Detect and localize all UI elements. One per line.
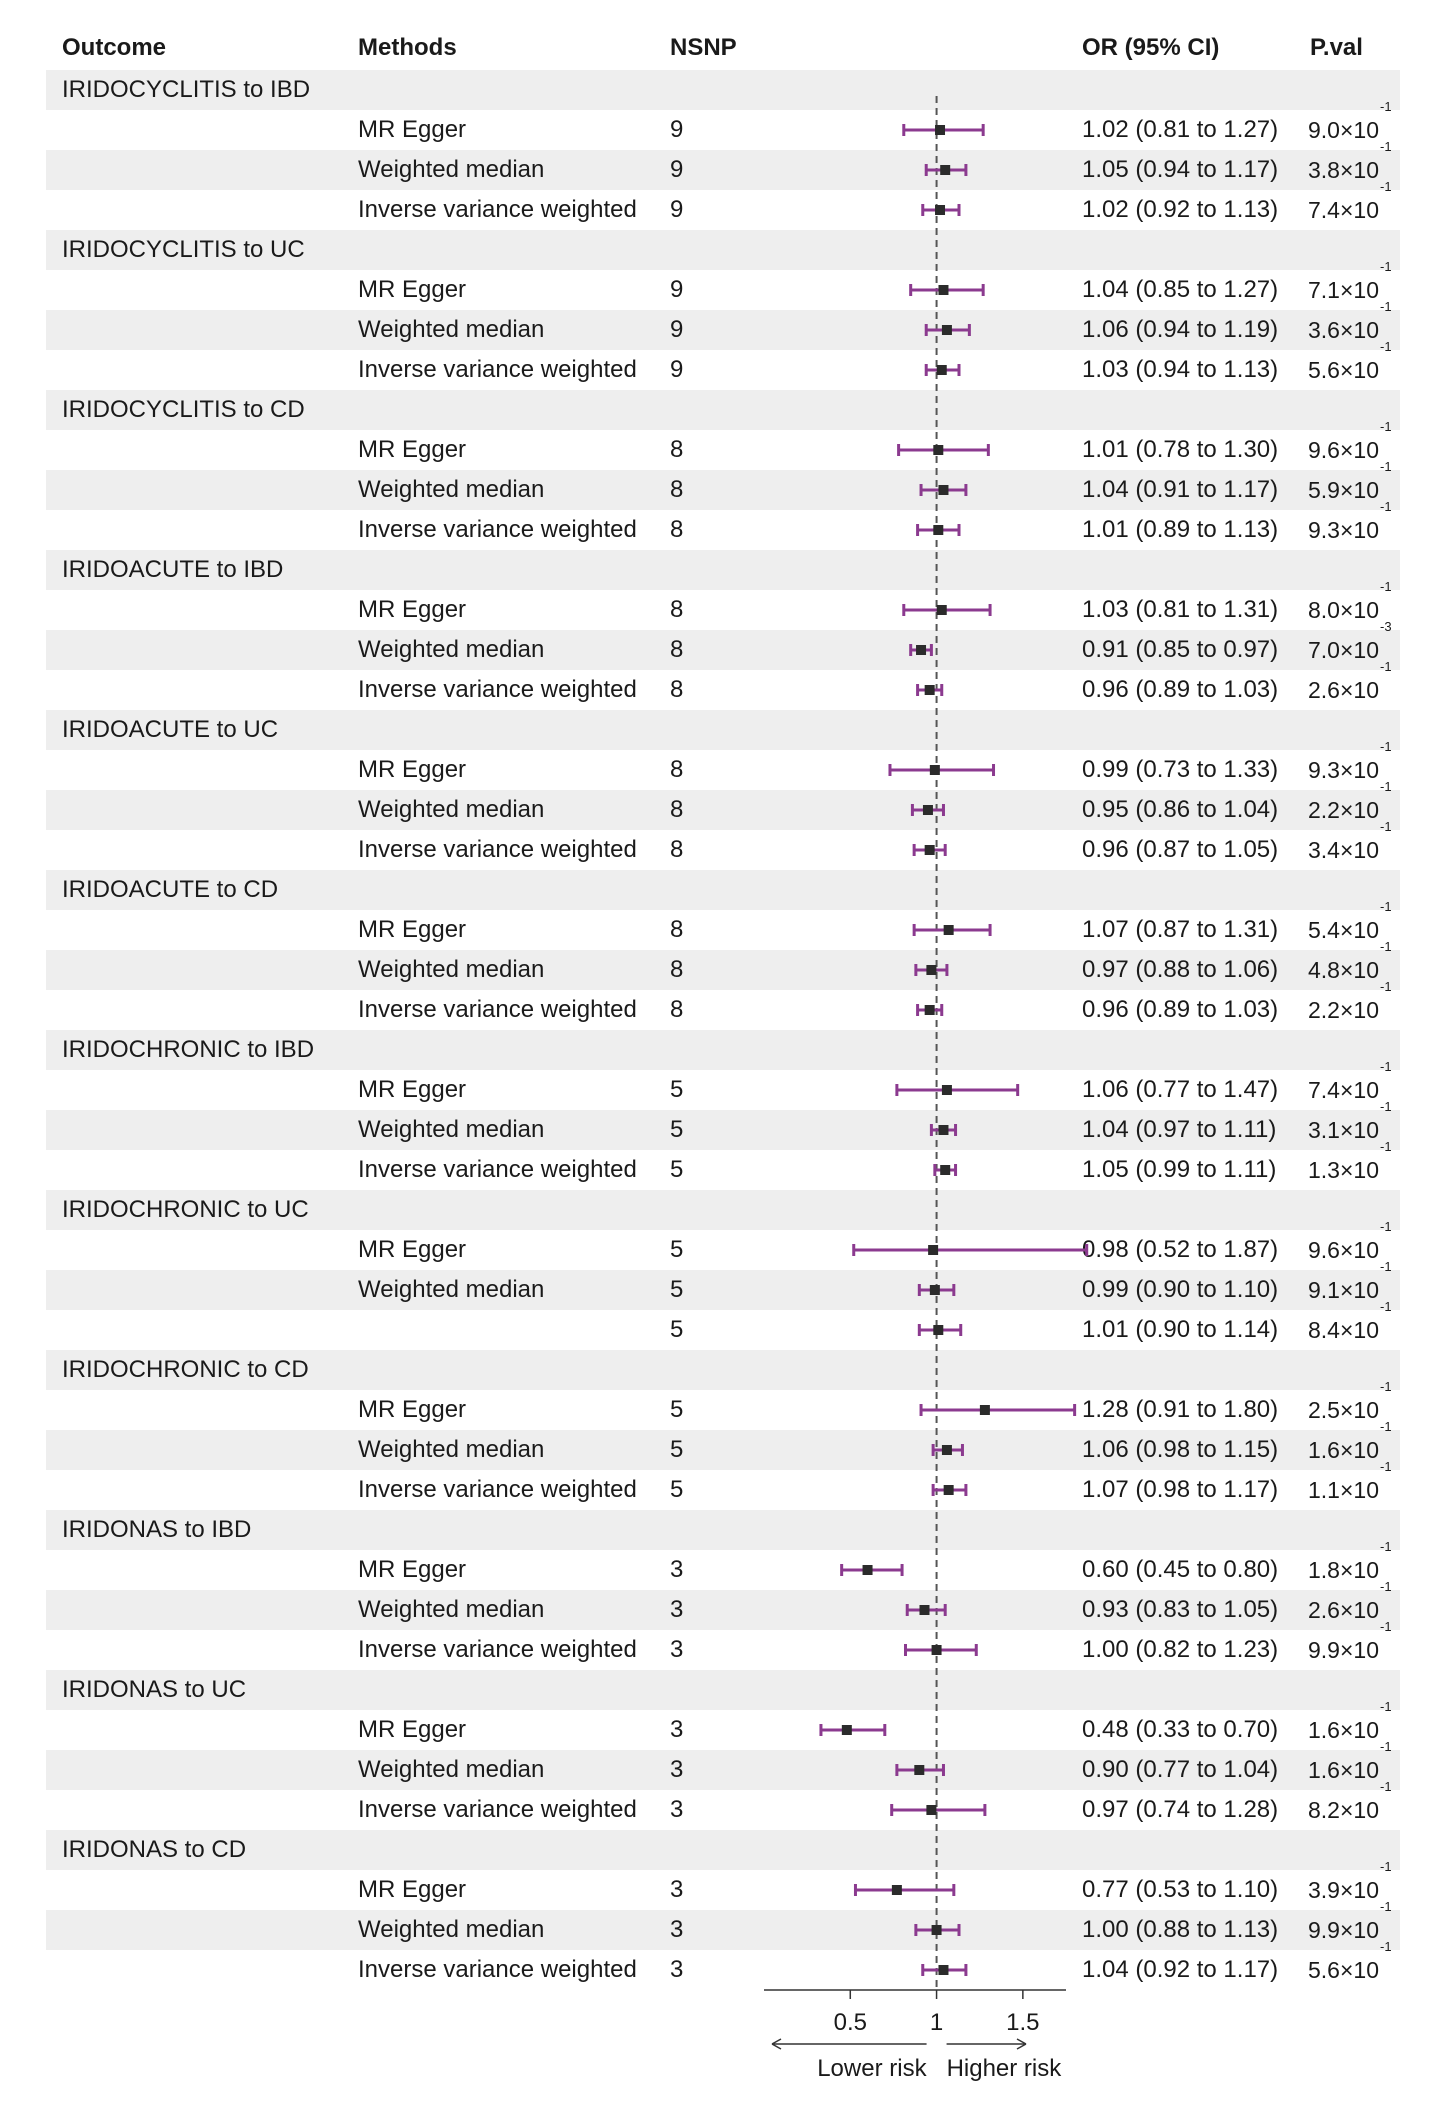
p-value-mantissa: 9.0×10	[1308, 117, 1379, 143]
table-row	[46, 1459, 1400, 1510]
or-ci-value: 1.05 (0.99 to 1.11)	[1082, 1156, 1277, 1183]
table-row	[46, 99, 1400, 150]
or-ci-value: 1.06 (0.94 to 1.19)	[1082, 316, 1279, 343]
method-label: Weighted median	[358, 476, 545, 503]
method-label: Weighted median	[358, 636, 545, 663]
table-row	[46, 1539, 1400, 1590]
p-value-mantissa: 8.2×10	[1308, 1797, 1379, 1823]
table-row	[46, 139, 1400, 190]
p-value	[1308, 1779, 1392, 1830]
p-value-mantissa: 7.0×10	[1308, 637, 1379, 663]
x-tick-label: 1.5	[1006, 2009, 1040, 2036]
method-label: MR Egger	[358, 756, 467, 783]
method-label: Inverse variance weighted	[358, 356, 637, 383]
p-value-exponent: -1	[1380, 1379, 1392, 1394]
p-value-mantissa: 9.9×10	[1308, 1637, 1379, 1663]
or-ci-value: 1.00 (0.82 to 1.23)	[1082, 1636, 1279, 1663]
nsnp-value: 5	[670, 1116, 684, 1143]
p-value-mantissa: 1.3×10	[1308, 1157, 1379, 1183]
p-value-exponent: -1	[1380, 899, 1392, 914]
p-value-mantissa: 3.4×10	[1308, 837, 1379, 863]
method-label: Weighted median	[358, 156, 545, 183]
table-row	[46, 1139, 1400, 1190]
table-row	[46, 459, 1400, 510]
p-value-mantissa: 5.9×10	[1308, 477, 1379, 503]
lower-risk-arrowhead	[772, 2039, 781, 2049]
outcome-label: IRIDONAS to CD	[62, 1836, 247, 1863]
method-label: MR Egger	[358, 916, 467, 943]
outcome-group-row	[46, 1670, 1400, 1710]
nsnp-value: 8	[670, 756, 684, 783]
table-row	[46, 1739, 1400, 1790]
p-value	[1308, 1299, 1392, 1350]
p-value-mantissa: 7.1×10	[1308, 277, 1379, 303]
or-ci-value: 1.04 (0.92 to 1.17)	[1082, 1956, 1279, 1983]
nsnp-value: 5	[670, 1276, 684, 1303]
or-ci-value: 0.98 (0.52 to 1.87)	[1082, 1236, 1279, 1263]
table-row	[46, 939, 1400, 990]
nsnp-value: 8	[670, 956, 684, 983]
outcome-group-row	[46, 1830, 1400, 1870]
table-row	[46, 979, 1400, 1030]
method-label: MR Egger	[358, 436, 467, 463]
table-row	[46, 1939, 1400, 1990]
p-value-mantissa: 9.3×10	[1308, 517, 1379, 543]
p-value-mantissa: 9.1×10	[1308, 1277, 1379, 1303]
p-value-mantissa: 1.6×10	[1308, 1437, 1379, 1463]
outcome-label: IRIDONAS to IBD	[62, 1516, 252, 1543]
method-label: Weighted median	[358, 1276, 545, 1303]
method-label: MR Egger	[358, 1076, 467, 1103]
nsnp-value: 8	[670, 836, 684, 863]
p-value	[1308, 499, 1392, 550]
nsnp-value: 9	[670, 316, 684, 343]
table-row	[46, 179, 1400, 230]
p-value-exponent: -1	[1380, 1459, 1392, 1474]
table-row	[46, 579, 1400, 630]
p-value	[1308, 1939, 1392, 1990]
or-ci-value: 1.06 (0.98 to 1.15)	[1082, 1436, 1279, 1463]
methods-header: Methods	[358, 34, 457, 61]
or-ci-value: 0.96 (0.89 to 1.03)	[1082, 676, 1279, 703]
p-value-exponent: -1	[1380, 259, 1392, 274]
nsnp-value: 3	[670, 1956, 684, 1983]
table-header	[0, 0, 1441, 70]
method-label: Inverse variance weighted	[358, 1956, 637, 1983]
p-value	[1308, 1139, 1392, 1190]
table-row	[46, 419, 1400, 470]
table-row	[46, 779, 1400, 830]
p-value-exponent: -1	[1380, 739, 1392, 754]
p-value-exponent: -1	[1380, 1099, 1392, 1114]
p-value-mantissa: 3.1×10	[1308, 1117, 1379, 1143]
outcome-group-row	[46, 1190, 1400, 1230]
method-label: Weighted median	[358, 956, 545, 983]
method-label: Inverse variance weighted	[358, 996, 637, 1023]
pval-header: P.val	[1310, 34, 1363, 61]
p-value-mantissa: 1.6×10	[1308, 1717, 1379, 1743]
outcome-label: IRIDOACUTE to CD	[62, 876, 279, 903]
p-value-exponent: -1	[1380, 1779, 1392, 1794]
or-ci-value: 0.97 (0.74 to 1.28)	[1082, 1796, 1279, 1823]
nsnp-value: 3	[670, 1556, 684, 1583]
lower-risk-label: Lower risk	[817, 2055, 927, 2082]
nsnp-value: 3	[670, 1796, 684, 1823]
or-ci-value: 1.07 (0.98 to 1.17)	[1082, 1476, 1279, 1503]
outcome-group-row	[46, 70, 1400, 110]
outcome-label: IRIDOCHRONIC to UC	[62, 1196, 309, 1223]
or-ci-value: 0.90 (0.77 to 1.04)	[1082, 1756, 1279, 1783]
p-value-exponent: -1	[1380, 179, 1392, 194]
table-row	[46, 1259, 1400, 1310]
outcome-label: IRIDOCHRONIC to IBD	[62, 1036, 315, 1063]
table-row	[46, 1699, 1400, 1750]
p-value-exponent: -1	[1380, 1739, 1392, 1754]
p-value-exponent: -1	[1380, 99, 1392, 114]
or-ci-value: 1.03 (0.94 to 1.13)	[1082, 356, 1279, 383]
method-label: Weighted median	[358, 796, 545, 823]
or-ci-value: 0.95 (0.86 to 1.04)	[1082, 796, 1279, 823]
method-label: Inverse variance weighted	[358, 676, 637, 703]
or-ci-value: 0.99 (0.90 to 1.10)	[1082, 1276, 1279, 1303]
method-label: Weighted median	[358, 316, 545, 343]
method-label: Weighted median	[358, 1916, 545, 1943]
or-ci-value: 1.00 (0.88 to 1.13)	[1082, 1916, 1279, 1943]
p-value-mantissa: 1.8×10	[1308, 1557, 1379, 1583]
method-label: Weighted median	[358, 1116, 545, 1143]
p-value-exponent: -1	[1380, 139, 1392, 154]
method-label: MR Egger	[358, 116, 467, 143]
table-row	[46, 339, 1400, 390]
p-value-exponent: -1	[1380, 779, 1392, 794]
table-row	[46, 739, 1400, 790]
table-row	[46, 1579, 1400, 1630]
nsnp-value: 8	[670, 996, 684, 1023]
p-value	[1308, 659, 1392, 710]
p-value-mantissa: 2.5×10	[1308, 1397, 1379, 1423]
p-value-exponent: -1	[1380, 1299, 1392, 1314]
table-row	[46, 1779, 1400, 1830]
p-value-exponent: -1	[1380, 659, 1392, 674]
nsnp-value: 3	[670, 1596, 684, 1623]
p-value-exponent: -1	[1380, 1579, 1392, 1594]
method-label: MR Egger	[358, 1236, 467, 1263]
outcome-label: IRIDOCYCLITIS to UC	[62, 236, 305, 263]
outcome-group-row	[46, 870, 1400, 910]
method-label: MR Egger	[358, 596, 467, 623]
outcome-label: IRIDONAS to UC	[62, 1676, 247, 1703]
table-row	[46, 1379, 1400, 1430]
p-value-exponent: -1	[1380, 499, 1392, 514]
outcome-group-row	[46, 1350, 1400, 1390]
or-ci-value: 1.01 (0.78 to 1.30)	[1082, 436, 1279, 463]
nsnp-value: 8	[670, 596, 684, 623]
nsnp-value: 8	[670, 476, 684, 503]
or-ci-value: 1.01 (0.89 to 1.13)	[1082, 516, 1279, 543]
or-ci-value: 0.48 (0.33 to 0.70)	[1082, 1716, 1279, 1743]
or-ci-value: 0.97 (0.88 to 1.06)	[1082, 956, 1279, 983]
or-ci-value: 0.99 (0.73 to 1.33)	[1082, 756, 1279, 783]
table-row	[46, 1099, 1400, 1150]
p-value-mantissa: 2.2×10	[1308, 797, 1379, 823]
table-row	[46, 499, 1400, 550]
outcome-header: Outcome	[62, 34, 167, 61]
nsnp-value: 9	[670, 196, 684, 223]
p-value-exponent: -1	[1380, 819, 1392, 834]
method-label: Weighted median	[358, 1596, 545, 1623]
p-value-exponent: -1	[1380, 1539, 1392, 1554]
method-label: MR Egger	[358, 1876, 467, 1903]
nsnp-value: 9	[670, 276, 684, 303]
or-ci-value: 1.28 (0.91 to 1.80)	[1082, 1396, 1279, 1423]
or-ci-value: 0.77 (0.53 to 1.10)	[1082, 1876, 1279, 1903]
p-value-exponent: -1	[1380, 1939, 1392, 1954]
p-value-exponent: -1	[1380, 939, 1392, 954]
nsnp-value: 8	[670, 676, 684, 703]
or-ci-value: 1.04 (0.85 to 1.27)	[1082, 276, 1279, 303]
nsnp-value: 8	[670, 796, 684, 823]
or-ci-value: 0.60 (0.45 to 0.80)	[1082, 1556, 1279, 1583]
p-value-mantissa: 3.9×10	[1308, 1877, 1379, 1903]
x-tick-label: 1	[929, 2009, 944, 2036]
nsnp-value: 5	[670, 1156, 684, 1183]
p-value-exponent: -1	[1380, 1259, 1392, 1274]
method-label: MR Egger	[358, 1396, 467, 1423]
outcome-group-row	[46, 710, 1400, 750]
nsnp-value: 3	[670, 1876, 684, 1903]
x-tick-label: 0.5	[833, 2009, 867, 2036]
p-value-mantissa: 1.1×10	[1308, 1477, 1379, 1503]
table-row	[46, 899, 1400, 950]
p-value-exponent: -1	[1380, 1619, 1392, 1634]
method-label: MR Egger	[358, 1556, 467, 1583]
method-label: Inverse variance weighted	[358, 1156, 637, 1183]
p-value-mantissa: 1.6×10	[1308, 1757, 1379, 1783]
p-value-mantissa: 4.8×10	[1308, 957, 1379, 983]
nsnp-value: 3	[670, 1916, 684, 1943]
outcome-group-row	[46, 390, 1400, 430]
table-row	[46, 299, 1400, 350]
nsnp-value: 9	[670, 356, 684, 383]
p-value-exponent: -1	[1380, 1899, 1392, 1914]
nsnp-value: 3	[670, 1636, 684, 1663]
p-value-exponent: -1	[1380, 1859, 1392, 1874]
outcome-group-row	[46, 1510, 1400, 1550]
or-ci-value: 1.04 (0.97 to 1.11)	[1082, 1116, 1277, 1143]
or-ci-value: 1.02 (0.81 to 1.27)	[1082, 116, 1279, 143]
p-value-mantissa: 2.6×10	[1308, 1597, 1379, 1623]
outcome-label: IRIDOACUTE to IBD	[62, 556, 284, 583]
table-row	[46, 619, 1400, 670]
p-value-exponent: -1	[1380, 1219, 1392, 1234]
nsnp-value: 5	[670, 1316, 684, 1343]
or-ci-value: 0.96 (0.89 to 1.03)	[1082, 996, 1279, 1023]
or-ci-value: 1.01 (0.90 to 1.14)	[1082, 1316, 1279, 1343]
p-value-mantissa: 5.4×10	[1308, 917, 1379, 943]
p-value-exponent: -1	[1380, 1139, 1392, 1154]
table-row	[46, 1299, 1400, 1350]
nsnp-header: NSNP	[670, 34, 737, 61]
method-label: Inverse variance weighted	[358, 1796, 637, 1823]
p-value-mantissa: 3.8×10	[1308, 157, 1379, 183]
p-value-exponent: -1	[1380, 1699, 1392, 1714]
table-row	[46, 659, 1400, 710]
method-label: Weighted median	[358, 1436, 545, 1463]
p-value	[1308, 819, 1392, 870]
or-ci-value: 1.04 (0.91 to 1.17)	[1082, 476, 1279, 503]
p-value-mantissa: 9.6×10	[1308, 437, 1379, 463]
table-row	[46, 819, 1400, 870]
or-ci-value: 1.02 (0.92 to 1.13)	[1082, 196, 1279, 223]
p-value-exponent: -1	[1380, 979, 1392, 994]
nsnp-value: 3	[670, 1756, 684, 1783]
or-ci-value: 1.06 (0.77 to 1.47)	[1082, 1076, 1279, 1103]
nsnp-value: 8	[670, 436, 684, 463]
p-value-mantissa: 7.4×10	[1308, 197, 1379, 223]
p-value-mantissa: 2.2×10	[1308, 997, 1379, 1023]
p-value-mantissa: 8.4×10	[1308, 1317, 1379, 1343]
p-value-exponent: -1	[1380, 1059, 1392, 1074]
table-row	[46, 1419, 1400, 1470]
p-value-exponent: -1	[1380, 339, 1392, 354]
method-label: Inverse variance weighted	[358, 196, 637, 223]
nsnp-value: 8	[670, 516, 684, 543]
outcome-group-row	[46, 550, 1400, 590]
outcome-label: IRIDOCHRONIC to CD	[62, 1356, 309, 1383]
or-header: OR (95% CI)	[1082, 34, 1220, 61]
p-value-exponent: -1	[1380, 459, 1392, 474]
higher-risk-arrowhead	[1017, 2039, 1026, 2049]
outcome-label: IRIDOACUTE to UC	[62, 716, 279, 743]
p-value-exponent: -3	[1380, 619, 1392, 634]
or-ci-value: 0.96 (0.87 to 1.05)	[1082, 836, 1279, 863]
method-label: Inverse variance weighted	[358, 1636, 637, 1663]
p-value	[1308, 1459, 1392, 1510]
p-value-mantissa: 2.6×10	[1308, 677, 1379, 703]
table-row	[46, 259, 1400, 310]
p-value	[1308, 979, 1392, 1030]
nsnp-value: 3	[670, 1716, 684, 1743]
nsnp-value: 9	[670, 156, 684, 183]
or-ci-value: 1.03 (0.81 to 1.31)	[1082, 596, 1279, 623]
method-label: Inverse variance weighted	[358, 1476, 637, 1503]
p-value-mantissa: 9.6×10	[1308, 1237, 1379, 1263]
table-row	[46, 1059, 1400, 1110]
table-row	[46, 1219, 1400, 1270]
p-value-mantissa: 3.6×10	[1308, 317, 1379, 343]
nsnp-value: 5	[670, 1396, 684, 1423]
nsnp-value: 8	[670, 916, 684, 943]
nsnp-value: 5	[670, 1476, 684, 1503]
method-label: Weighted median	[358, 1756, 545, 1783]
p-value-mantissa: 5.6×10	[1308, 1957, 1379, 1983]
outcome-label: IRIDOCYCLITIS to CD	[62, 396, 305, 423]
method-label: MR Egger	[358, 276, 467, 303]
p-value	[1308, 179, 1392, 230]
or-ci-value: 1.05 (0.94 to 1.17)	[1082, 156, 1279, 183]
outcome-group-row	[46, 1030, 1400, 1070]
or-ci-value: 0.91 (0.85 to 0.97)	[1082, 636, 1279, 663]
higher-risk-label: Higher risk	[946, 2055, 1062, 2082]
nsnp-value: 5	[670, 1236, 684, 1263]
method-label: MR Egger	[358, 1716, 467, 1743]
table-row	[46, 1899, 1400, 1950]
p-value-exponent: -1	[1380, 299, 1392, 314]
nsnp-value: 9	[670, 116, 684, 143]
nsnp-value: 5	[670, 1436, 684, 1463]
outcome-group-row	[46, 230, 1400, 270]
p-value-exponent: -1	[1380, 419, 1392, 434]
method-label: Inverse variance weighted	[358, 836, 637, 863]
table-row	[46, 1859, 1400, 1910]
p-value	[1308, 1619, 1392, 1670]
p-value-exponent: -1	[1380, 579, 1392, 594]
outcome-label: IRIDOCYCLITIS to IBD	[62, 76, 311, 103]
nsnp-value: 8	[670, 636, 684, 663]
p-value-mantissa: 9.3×10	[1308, 757, 1379, 783]
method-label: Inverse variance weighted	[358, 516, 637, 543]
table-row	[46, 1619, 1400, 1670]
or-ci-value: 0.93 (0.83 to 1.05)	[1082, 1596, 1279, 1623]
p-value-mantissa: 9.9×10	[1308, 1917, 1379, 1943]
p-value-exponent: -1	[1380, 1419, 1392, 1434]
p-value	[1308, 339, 1392, 390]
p-value-mantissa: 5.6×10	[1308, 357, 1379, 383]
nsnp-value: 5	[670, 1076, 684, 1103]
or-ci-value: 1.07 (0.87 to 1.31)	[1082, 916, 1279, 943]
p-value-mantissa: 8.0×10	[1308, 597, 1379, 623]
p-value-mantissa: 7.4×10	[1308, 1077, 1379, 1103]
